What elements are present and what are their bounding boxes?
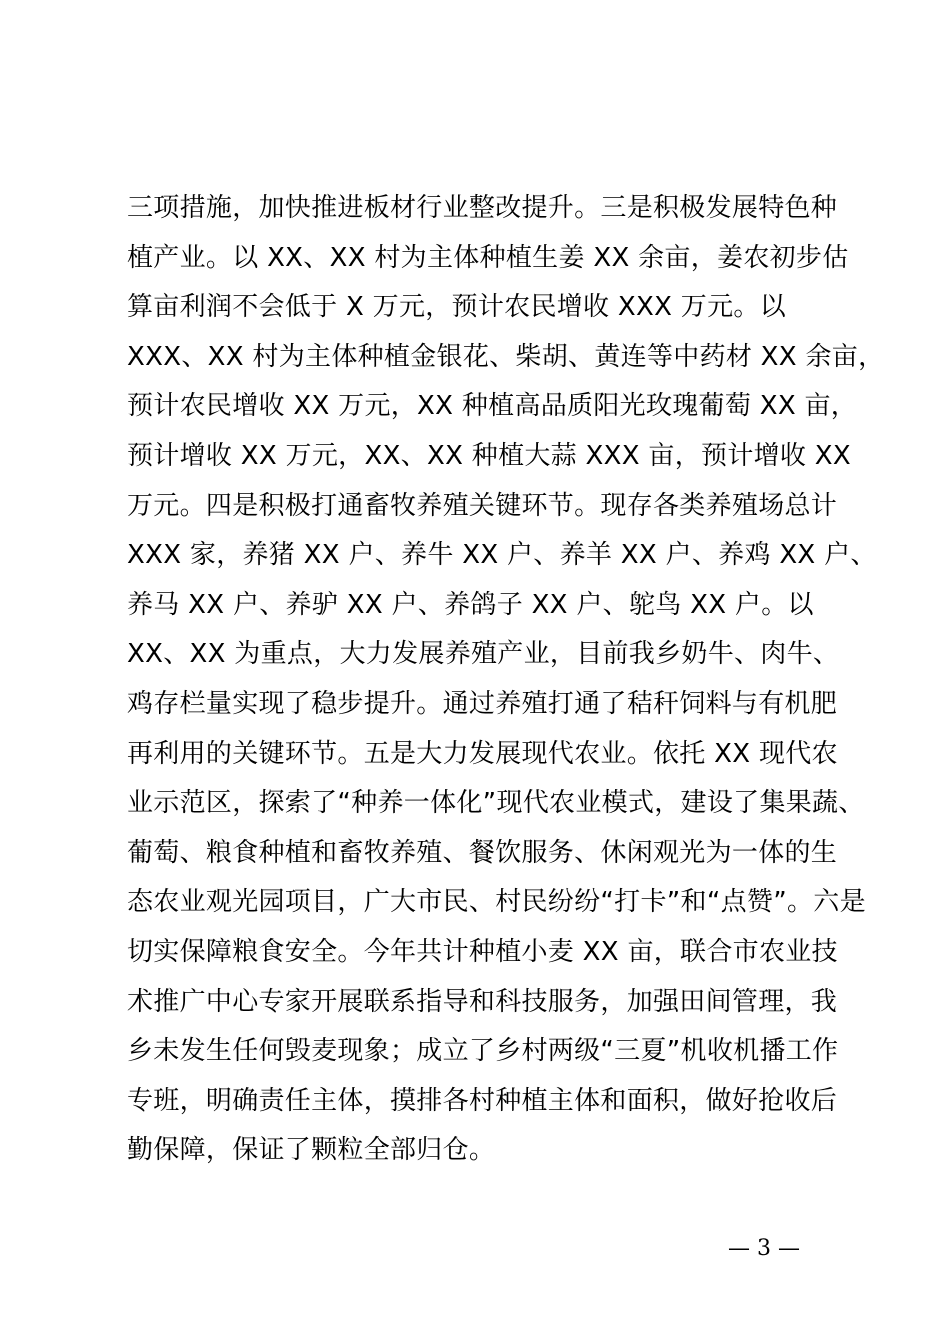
text-line: 植产业。以 XX、XX 村为主体种植生姜 XX 余亩，姜农初步估 bbox=[127, 242, 849, 273]
text-line: 业示范区，探索了“种养一体化”现代农业模式，建设了集果蔬、 bbox=[127, 788, 865, 819]
text-line: 养马 XX 户、养驴 XX 户、养鸽子 XX 户、鸵鸟 XX 户。以 bbox=[127, 589, 814, 620]
text-line: 预计农民增收 XX 万元，XX 种植高品质阳光玫瑰葡萄 XX 亩， bbox=[127, 391, 858, 422]
text-line: 万元。四是积极打通畜牧养殖关键环节。现存各类养殖场总计 bbox=[127, 490, 838, 521]
text-line: 鸡存栏量实现了稳步提升。通过养殖打通了秸秆饲料与有机肥 bbox=[127, 688, 838, 719]
text-line: 算亩利润不会低于 X 万元，预计农民增收 XXX 万元。以 bbox=[127, 292, 787, 323]
text-line: 切实保障粮食安全。今年共计种植小麦 XX 亩，联合市农业技 bbox=[127, 936, 838, 967]
page-number: — 3 — bbox=[728, 1236, 800, 1261]
text-line: XXX、XX 村为主体种植金银花、柴胡、黄连等中药材 XX 余亩， bbox=[127, 341, 885, 372]
text-line: 乡未发生任何毁麦现象；成立了乡村两级“三夏”机收机播工作 bbox=[127, 1036, 839, 1067]
text-line: 专班，明确责任主体，摸排各村种植主体和面积，做好抢收后 bbox=[127, 1085, 838, 1116]
text-line: XXX 家，养猪 XX 户、养牛 XX 户、养羊 XX 户、养鸡 XX 户、 bbox=[127, 540, 877, 571]
body-paragraph bbox=[127, 184, 885, 1176]
text-line: XX、XX 为重点，大力发展养殖产业，目前我乡奶牛、肉牛、 bbox=[127, 639, 840, 670]
text-line: 三项措施，加快推进板材行业整改提升。三是积极发展特色种 bbox=[127, 193, 838, 223]
text-line: 态农业观光园项目，广大市民、村民纷纷“打卡”和“点赞”。六是 bbox=[127, 887, 866, 918]
text-line: 葡萄、粮食种植和畜牧养殖、餐饮服务、休闲观光为一体的生 bbox=[127, 837, 838, 868]
text-line: 术推广中心专家开展联系指导和科技服务，加强田间管理，我 bbox=[127, 986, 838, 1017]
text-line: 预计增收 XX 万元，XX、XX 种植大蒜 XXX 亩，预计增收 XX bbox=[127, 440, 852, 471]
text-line: 勤保障，保证了颗粒全部归仓。 bbox=[127, 1135, 496, 1166]
text-line: 再利用的关键环节。五是大力发展现代农业。依托 XX 现代农 bbox=[127, 738, 838, 769]
